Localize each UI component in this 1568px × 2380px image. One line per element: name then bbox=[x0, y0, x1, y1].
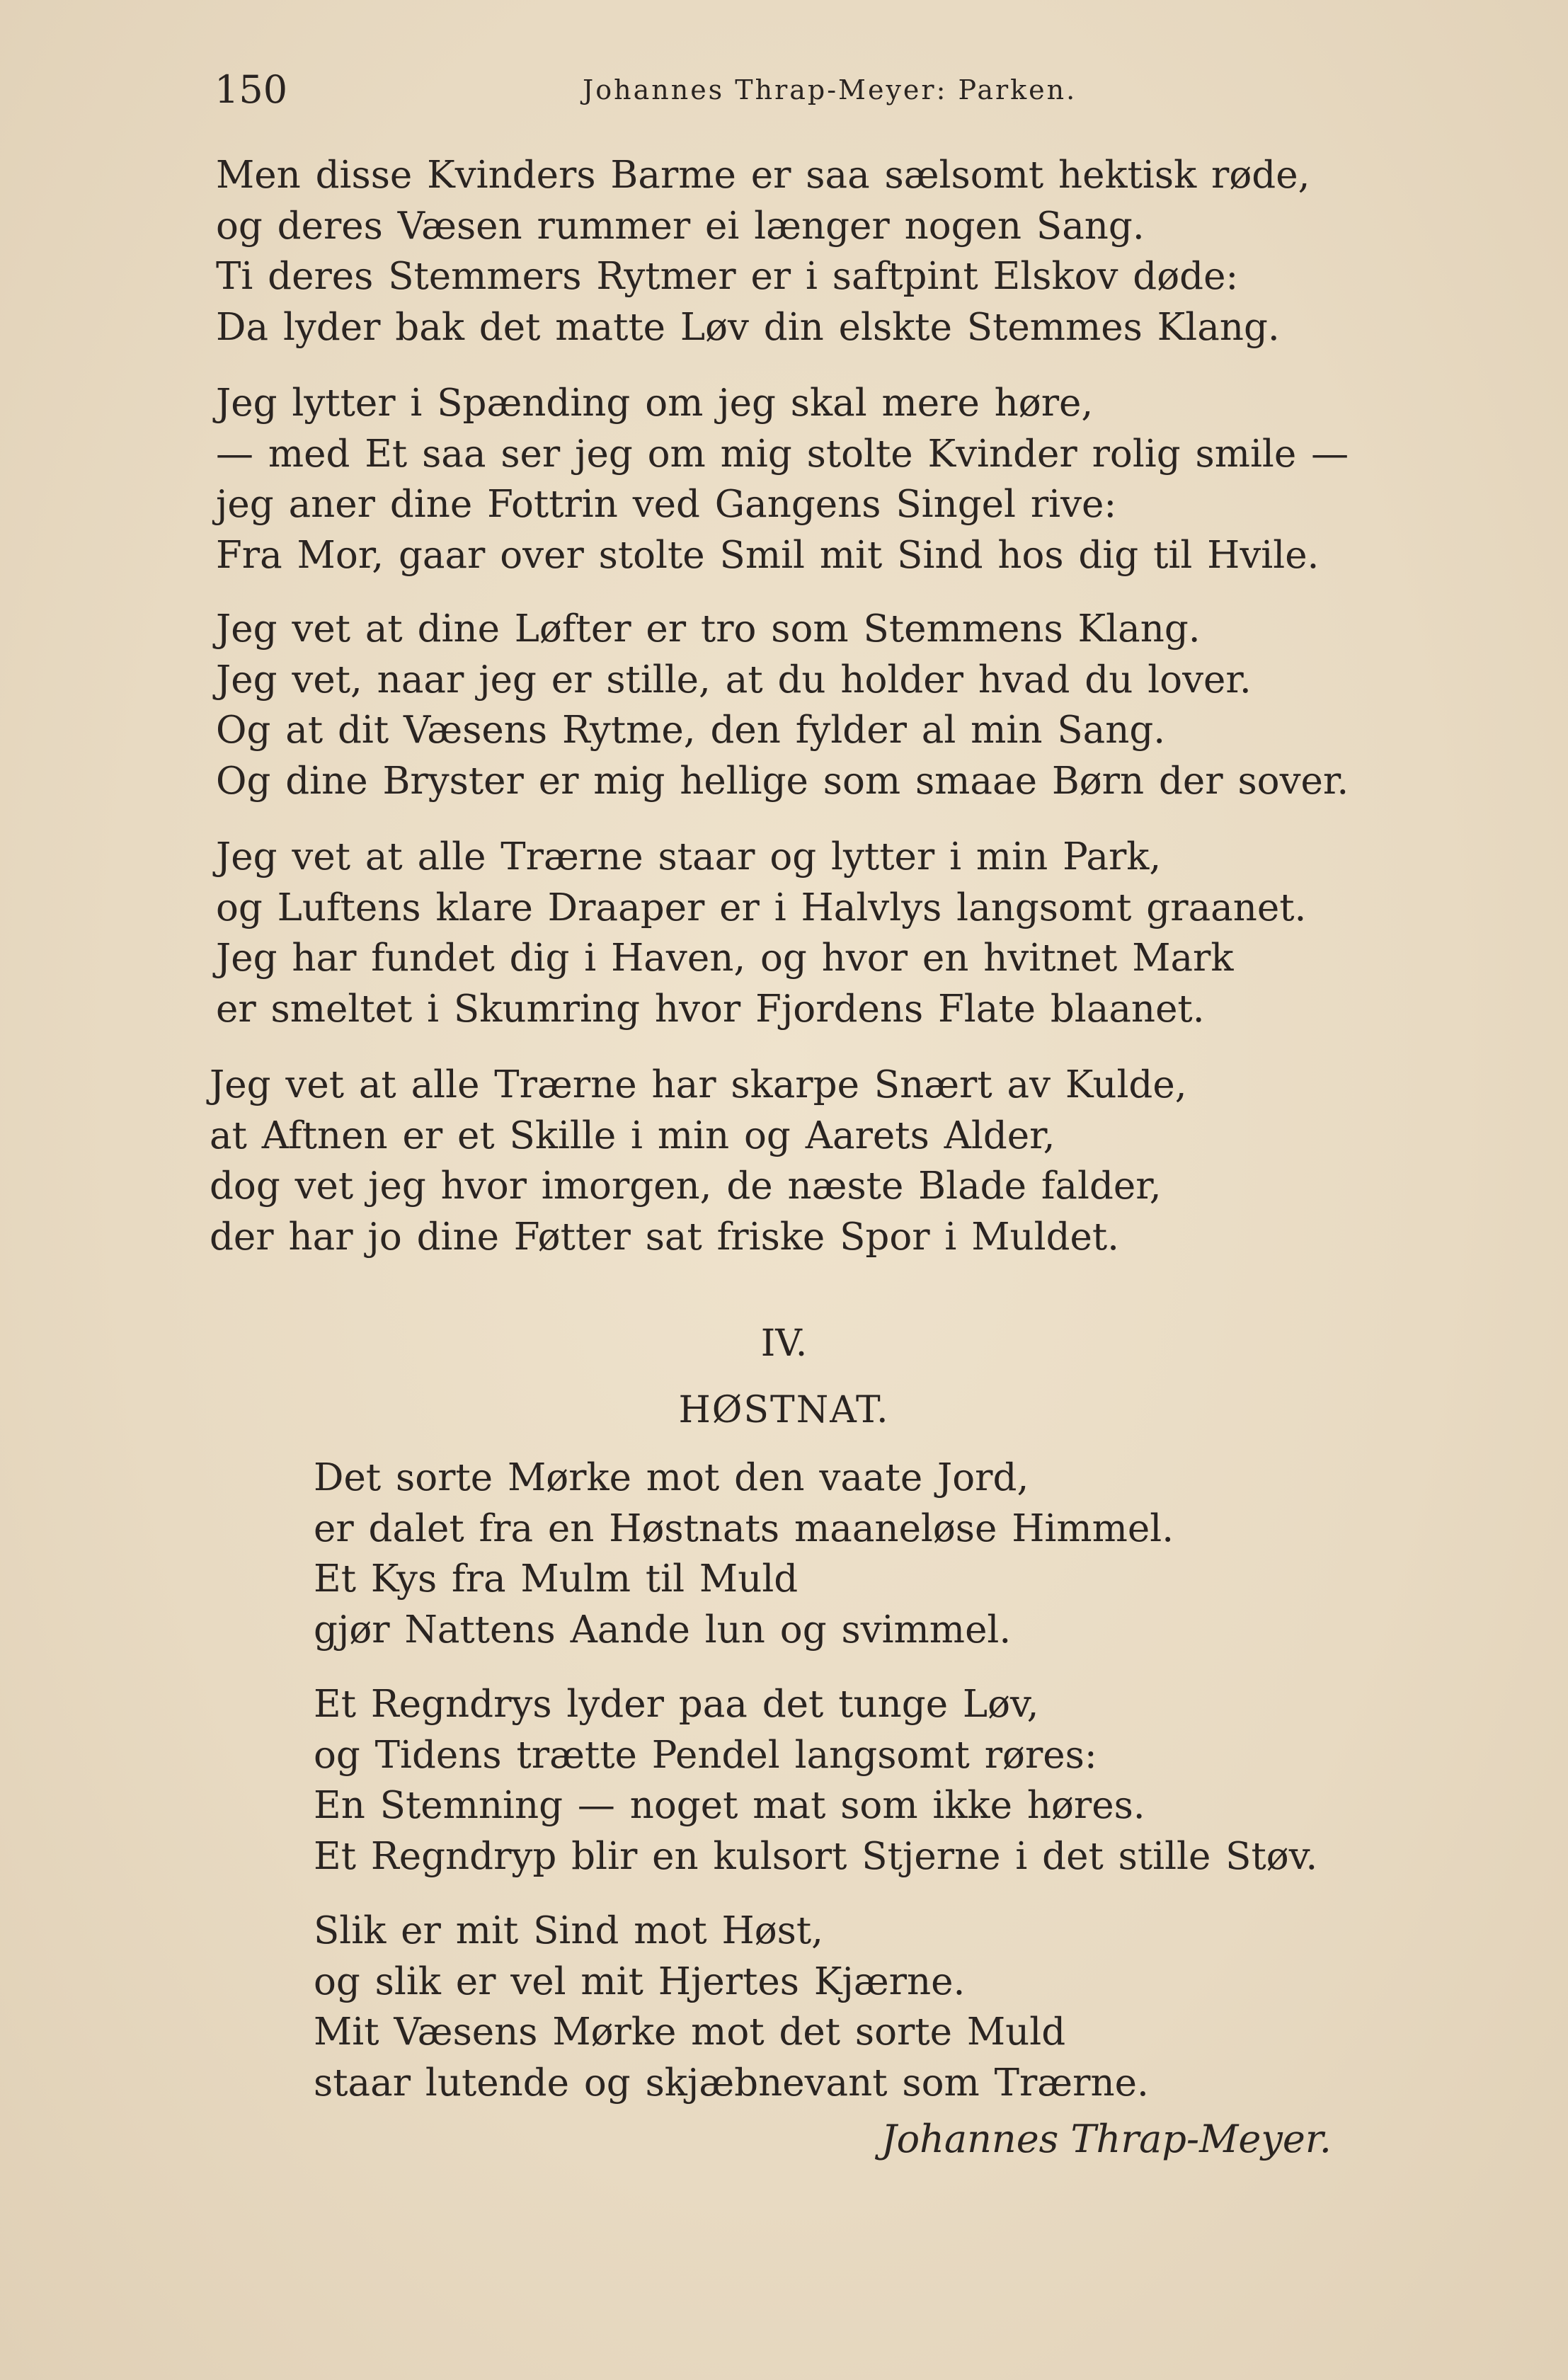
poem-line: staar lutende og skjæbnevant som Trærne. bbox=[314, 2061, 1149, 2105]
poem-line: Da lyder bak det matte Løv din elskte Stemmes Klang. bbox=[216, 305, 1280, 349]
poem-line: og deres Væsen rummer ei længer nogen Sang. bbox=[216, 204, 1145, 248]
running-head: Johannes Thrap-Meyer: Parken. bbox=[583, 74, 1077, 105]
poem-line: Og dine Bryster er mig hellige som smaae Børn der sover. bbox=[216, 759, 1349, 803]
page-header bbox=[214, 67, 1426, 117]
stanza-7 bbox=[314, 1679, 1317, 1882]
poem-line: gjør Nattens Aande lun og svimmel. bbox=[314, 1608, 1012, 1652]
poem-line: Mit Væsens Mørke mot det sorte Muld bbox=[314, 2010, 1066, 2054]
section-number: IV. bbox=[760, 1322, 808, 1365]
poem-line: Men disse Kvinders Barme er saa sælsomt hektisk røde, bbox=[216, 154, 1310, 197]
stanza-1 bbox=[216, 150, 1310, 353]
poem-line: der har jo dine Føtter sat friske Spor i Muldet. bbox=[210, 1215, 1120, 1259]
poem-line: Slik er mit Sind mot Høst, bbox=[314, 1909, 824, 1952]
stanza-2 bbox=[216, 378, 1349, 580]
poem-line: er dalet fra en Høstnats maaneløse Himmel. bbox=[314, 1506, 1174, 1550]
poem-line: Jeg vet, naar jeg er stille, at du holder hvad du lover. bbox=[216, 658, 1252, 702]
stanza-4 bbox=[216, 832, 1306, 1034]
stanza-8 bbox=[314, 1906, 1149, 2108]
poem-line: Og at dit Væsens Rytme, den fylder al min Sang. bbox=[216, 709, 1166, 752]
author-signature: Johannes Thrap-Meyer. bbox=[881, 2117, 1332, 2161]
poem-line: og slik er vel mit Hjertes Kjærne. bbox=[314, 1960, 966, 2003]
stanza-6 bbox=[314, 1453, 1174, 1655]
stanza-3 bbox=[216, 604, 1349, 806]
poem-line: Fra Mor, gaar over stolte Smil mit Sind hos dig til Hvile. bbox=[216, 533, 1320, 577]
poem-line: Ti deres Stemmers Rytmer er i saftpint Elskov døde: bbox=[216, 255, 1239, 298]
poem-line: Jeg vet at alle Trærne staar og lytter i min Park, bbox=[216, 835, 1162, 879]
poem-line: En Stemning — noget mat som ikke høres. bbox=[314, 1784, 1145, 1827]
poem-line: Jeg vet at alle Trærne har skarpe Snært av Kulde, bbox=[210, 1063, 1187, 1106]
section-title: HØSTNAT. bbox=[678, 1389, 890, 1431]
poem-line: Det sorte Mørke mot den vaate Jord, bbox=[314, 1456, 1029, 1499]
poem-line: Jeg vet at dine Løfter er tro som Stemmens Klang. bbox=[216, 607, 1201, 651]
poem-line: Et Regndrys lyder paa det tunge Løv, bbox=[314, 1683, 1039, 1726]
poem-line: Et Regndryp blir en kulsort Stjerne i det stille Støv. bbox=[314, 1834, 1318, 1878]
poem-line: Et Kys fra Mulm til Muld bbox=[314, 1557, 799, 1601]
page-number: 150 bbox=[214, 67, 288, 112]
poem-line: Jeg har fundet dig i Haven, og hvor en hvitnet Mark bbox=[216, 937, 1234, 980]
poem-line: dog vet jeg hvor imorgen, de næste Blade falder, bbox=[210, 1165, 1162, 1208]
poem-line: — med Et saa ser jeg om mig stolte Kvinder rolig smile — bbox=[216, 432, 1349, 476]
poem-line: jeg aner dine Fottrin ved Gangens Singel rive: bbox=[216, 483, 1117, 526]
poem-line: og Luftens klare Draaper er i Halvlys langsomt graanet. bbox=[216, 886, 1307, 929]
poem-line: og Tidens trætte Pendel langsomt røres: bbox=[314, 1733, 1097, 1777]
poem-line: er smeltet i Skumring hvor Fjordens Flate blaanet. bbox=[216, 987, 1205, 1031]
stanza-5 bbox=[210, 1060, 1187, 1262]
poem-line: at Aftnen er et Skille i min og Aarets Alder, bbox=[210, 1114, 1055, 1157]
poem-line: Jeg lytter i Spænding om jeg skal mere høre, bbox=[216, 382, 1094, 425]
